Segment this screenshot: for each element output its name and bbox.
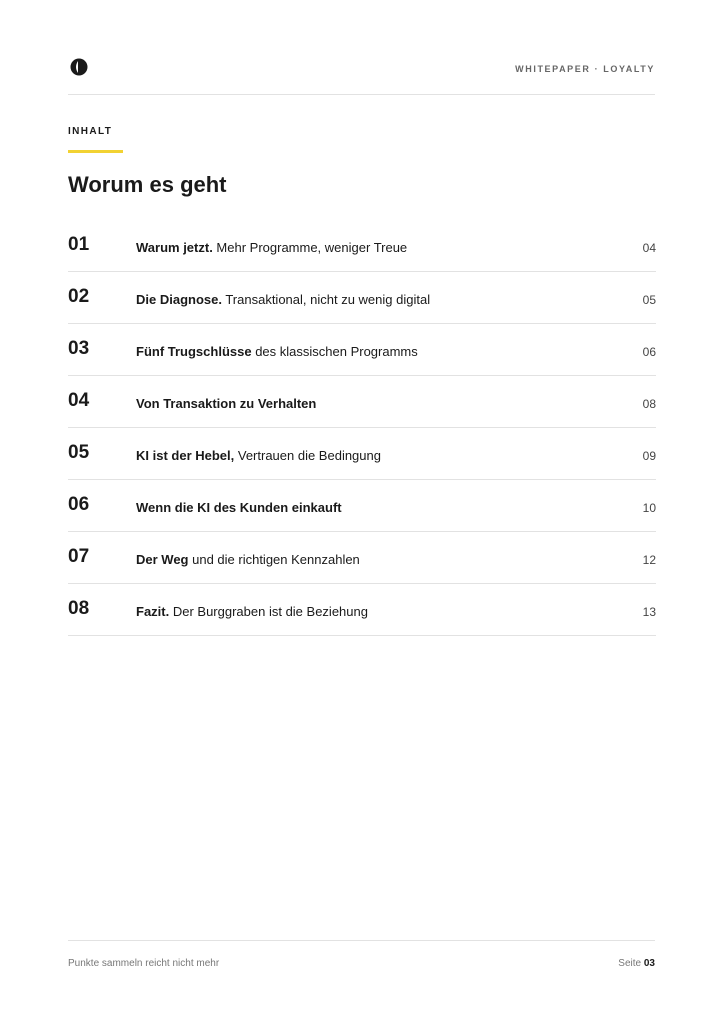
toc-number: 02 bbox=[68, 286, 90, 307]
toc-number: 04 bbox=[68, 390, 90, 411]
toc-title-bold: Fünf Trugschlüsse bbox=[136, 344, 252, 359]
toc-title bbox=[136, 396, 316, 411]
toc-title-bold: KI ist der Hebel, bbox=[136, 448, 235, 463]
toc-title-rest: Transaktional, nicht zu wenig digital bbox=[221, 292, 431, 307]
toc-title bbox=[136, 604, 368, 619]
toc-title-rest: Der Burggraben ist die Beziehung bbox=[169, 604, 368, 619]
toc-page: 10 bbox=[642, 501, 656, 515]
toc-title-bold: Der Weg bbox=[136, 552, 189, 567]
footer-page-number: 03 bbox=[643, 958, 655, 969]
toc-page: 05 bbox=[642, 293, 656, 307]
toc-row[interactable] bbox=[68, 272, 656, 324]
toc-title bbox=[136, 500, 342, 515]
toc-title bbox=[136, 240, 407, 255]
toc-title-bold: Wenn die KI des Kunden einkauft bbox=[136, 500, 342, 515]
header-label: WHITEPAPER · LOYALTY bbox=[515, 64, 655, 74]
toc-title bbox=[136, 448, 381, 463]
toc-title-bold: Fazit. bbox=[136, 604, 170, 619]
toc-page: 13 bbox=[642, 605, 656, 619]
toc-title-bold: Die Diagnose. bbox=[136, 292, 222, 307]
footer-page-indicator bbox=[618, 958, 655, 969]
page-footer bbox=[68, 940, 655, 981]
table-of-contents bbox=[68, 220, 656, 636]
footer-title: Punkte sammeln reicht nicht mehr bbox=[68, 958, 220, 969]
toc-title-rest: und die richtigen Kennzahlen bbox=[188, 552, 360, 567]
toc-page: 08 bbox=[642, 397, 656, 411]
toc-title bbox=[136, 344, 418, 359]
toc-number: 01 bbox=[68, 234, 90, 255]
brand-logo-icon bbox=[70, 58, 88, 76]
toc-number: 07 bbox=[68, 546, 90, 567]
toc-row[interactable] bbox=[68, 376, 656, 428]
toc-row[interactable] bbox=[68, 324, 656, 376]
toc-page: 12 bbox=[642, 553, 656, 567]
toc-page: 06 bbox=[642, 345, 656, 359]
section-label: INHALT bbox=[68, 126, 113, 137]
toc-page: 04 bbox=[642, 241, 656, 255]
toc-number: 05 bbox=[68, 442, 90, 463]
page-title: Worum es geht bbox=[68, 172, 227, 197]
footer-page-label: Seite bbox=[618, 958, 642, 969]
toc-title bbox=[136, 552, 360, 567]
toc-title-bold: Von Transaktion zu Verhalten bbox=[136, 396, 317, 411]
toc-row[interactable] bbox=[68, 428, 656, 480]
toc-title-bold: Warum jetzt. bbox=[136, 240, 213, 255]
toc-number: 03 bbox=[68, 338, 90, 359]
toc-title bbox=[136, 292, 430, 307]
toc-number: 06 bbox=[68, 494, 90, 515]
accent-bar bbox=[68, 150, 123, 153]
toc-title-rest: Mehr Programme, weniger Treue bbox=[212, 240, 408, 255]
toc-row[interactable] bbox=[68, 220, 656, 272]
toc-row[interactable] bbox=[68, 584, 656, 636]
toc-row[interactable] bbox=[68, 532, 656, 584]
toc-row[interactable] bbox=[68, 480, 656, 532]
toc-title-rest: Vertrauen die Bedingung bbox=[234, 448, 381, 463]
toc-number: 08 bbox=[68, 598, 90, 619]
toc-page: 09 bbox=[642, 449, 656, 463]
toc-title-rest: des klassischen Programms bbox=[251, 344, 418, 359]
page-header bbox=[68, 56, 655, 95]
